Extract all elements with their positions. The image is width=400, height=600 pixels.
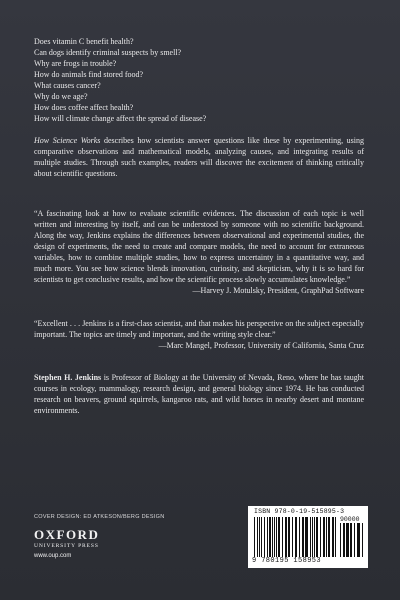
blurb-quote bbox=[34, 208, 364, 296]
isbn-barcode bbox=[248, 506, 368, 568]
description-text: describes how scientists answer questions like these by experimenting, using comparative observations and mathematical models, analyzing causes, and integrating results of multiple studies. Through such examples, readers will discover the excitement of thinking critically about scientific questions. bbox=[34, 136, 364, 178]
barcode-bar bbox=[328, 517, 330, 557]
book-description bbox=[34, 135, 364, 179]
barcode-bar bbox=[323, 517, 325, 557]
question-list bbox=[34, 36, 364, 124]
book-title: How Science Works bbox=[34, 136, 101, 145]
barcode-bar bbox=[272, 517, 273, 557]
barcode-bar bbox=[267, 517, 268, 557]
barcode-bar bbox=[269, 517, 271, 557]
author-name: Stephen H. Jenkins bbox=[34, 373, 102, 382]
barcode-bar bbox=[295, 517, 297, 557]
question-item: How does coffee affect health? bbox=[34, 103, 134, 112]
publisher-url: www.oup.com bbox=[34, 553, 72, 559]
barcode-bar bbox=[288, 517, 290, 557]
barcode-bar bbox=[305, 517, 308, 557]
question-item: Can dogs identify criminal suspects by smell? bbox=[34, 48, 182, 57]
barcode-bar bbox=[320, 517, 321, 557]
barcode-bar bbox=[316, 517, 318, 557]
barcode-bar bbox=[278, 517, 280, 557]
barcode-bar bbox=[346, 523, 349, 557]
question-item: How will climate change affect the spread of disease? bbox=[34, 114, 207, 123]
barcode-bar bbox=[357, 523, 360, 557]
barcode-bar bbox=[314, 517, 315, 557]
barcode-bar bbox=[343, 523, 345, 557]
question-item: Why do we age? bbox=[34, 92, 88, 101]
quote-text: “A fascinating look at how to evaluate scientific evidences. The discussion of each topic is well written and interesting by itself, and can be understood by someone with no scientific background. Along the way, Jenkins explains the differences between observational and experimental studies, the design of experiments, the need to create and compare models, the need to account for extraneous variables, how to combine multiple studies, how to express uncertainty in a quantitative way, and much more. You see how science blends innovation, curiosity, and skepticism, why it is so hard for scientists to get conclusive results, and how the scientific process slowly accumulates knowledge.” bbox=[34, 209, 364, 284]
barcode-bar bbox=[264, 517, 265, 557]
publisher-logo bbox=[34, 528, 114, 561]
question-item: Does vitamin C benefit health? bbox=[34, 37, 134, 46]
quote-attribution: —Harvey J. Motulsky, President, GraphPad Software bbox=[192, 286, 364, 295]
barcode-bar bbox=[302, 517, 304, 557]
barcode-bar bbox=[299, 517, 300, 557]
barcode-bar bbox=[274, 517, 275, 557]
barcode-addon-number: 90000 bbox=[340, 516, 360, 523]
barcode-bar bbox=[335, 517, 336, 557]
barcode-bar bbox=[285, 517, 287, 557]
publisher-subname: UNIVERSITY PRESS bbox=[34, 543, 99, 549]
barcode-bar bbox=[354, 523, 355, 557]
barcode-bar bbox=[326, 517, 327, 557]
barcode-bar bbox=[254, 517, 255, 557]
barcode-bar bbox=[350, 523, 352, 557]
author-bio bbox=[34, 372, 364, 416]
cover-text-block bbox=[34, 36, 364, 416]
isbn-number: ISBN 978-0-19-515895-3 bbox=[254, 508, 345, 515]
barcode-digits: 9 780195 158953 bbox=[252, 557, 322, 565]
barcode-bar bbox=[310, 517, 311, 557]
barcode-addon-bars bbox=[340, 523, 364, 557]
barcode-bar bbox=[261, 517, 262, 557]
bio-text: is Professor of Biology at the University of Nevada, Reno, where he has taught courses in ecology, mammalogy, research design, and general biology since 1974. He has conducted research on beavers, ground squirrels, kangaroo rats, and wild horses in nearby desert and montane environments. bbox=[34, 373, 364, 415]
barcode-bar bbox=[332, 517, 334, 557]
barcode-bar bbox=[276, 517, 277, 557]
question-item: How do animals find stored food? bbox=[34, 70, 144, 79]
barcode-bar bbox=[257, 517, 258, 557]
question-item: Why are frogs in trouble? bbox=[34, 59, 117, 68]
barcode-bar bbox=[340, 523, 341, 557]
blurb-quote bbox=[34, 318, 364, 351]
barcode-bar bbox=[312, 517, 313, 557]
publisher-name: OXFORD bbox=[34, 527, 100, 542]
quote-text: “Excellent . . . Jenkins is a first-class scientist, and that makes his perspective on the subject especially important. The topics are timely and important, and the writing style clear.” bbox=[34, 319, 364, 339]
barcode-bar bbox=[259, 517, 260, 557]
barcode-bar bbox=[362, 523, 363, 557]
question-item: What causes cancer? bbox=[34, 81, 101, 90]
barcode-bar bbox=[282, 517, 283, 557]
barcode-bars bbox=[254, 517, 338, 557]
cover-design-credit: COVER DESIGN: ED ATKESON/BERG DESIGN bbox=[34, 514, 165, 520]
quote-attribution: —Marc Mangel, Professor, University of California, Santa Cruz bbox=[158, 341, 364, 350]
barcode-bar bbox=[292, 517, 293, 557]
